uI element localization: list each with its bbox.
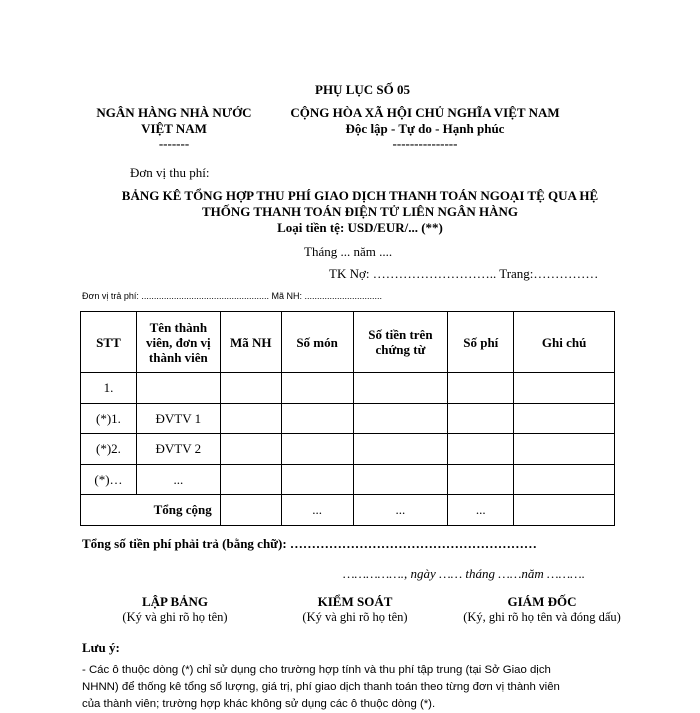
header-fee: Số phí xyxy=(448,312,514,373)
cell-stt: (*)… xyxy=(81,464,137,495)
motto-divider: --------------- xyxy=(392,136,458,151)
agency-name: NGÂN HÀNG NHÀ NƯỚC xyxy=(96,105,252,120)
title-line-1: BẢNG KÊ TỔNG HỢP THU PHÍ GIAO DỊCH THANH TOÁN NGOẠI TỆ QUA HỆ xyxy=(121,188,599,203)
account-page-line: TK Nợ: ……………………….. Trang:…………… xyxy=(329,266,599,281)
signature-block-director xyxy=(437,594,647,625)
cell-notes xyxy=(514,403,615,434)
cell-amount xyxy=(353,434,448,465)
collecting-unit-label: Đơn vị thu phí: xyxy=(130,165,210,180)
cell-amount xyxy=(353,373,448,404)
cell-notes xyxy=(514,373,615,404)
cell-amount xyxy=(353,464,448,495)
signature-title: LẬP BẢNG xyxy=(141,594,209,609)
table-total-row xyxy=(81,495,615,526)
table-row xyxy=(81,464,615,495)
paying-unit-line: Đơn vị trả phí: ................................................... Mã NH: ............................... xyxy=(82,291,382,301)
table-row xyxy=(81,373,615,404)
note-line: NHNN) để thống kê tổng số lượng, giá trị, phí giao dịch thanh toán theo từng đơn vị thành viên xyxy=(82,681,560,693)
cell-count xyxy=(281,434,353,465)
title-line-2: THỐNG THANH TOÁN ĐIỆN TỬ LIÊN NGÂN HÀNG xyxy=(201,204,519,219)
cell-stt: (*)2. xyxy=(81,434,137,465)
signature-title: KIỂM SOÁT xyxy=(317,594,393,609)
table-row xyxy=(81,403,615,434)
cell-bank-code xyxy=(220,434,281,465)
total-amount: ... xyxy=(353,495,448,526)
cell-fee xyxy=(448,434,514,465)
total-count: ... xyxy=(281,495,353,526)
cell-member: ĐVTV 2 xyxy=(136,434,220,465)
right-header xyxy=(275,105,575,151)
cell-bank-code xyxy=(220,464,281,495)
document-title xyxy=(0,188,700,236)
month-year: Tháng ... năm .... xyxy=(304,244,393,259)
total-label: Tổng cộng xyxy=(81,495,221,526)
signature-title: GIÁM ĐỐC xyxy=(507,594,577,609)
cell-count xyxy=(281,373,353,404)
signature-note: (Ký, ghi rõ họ tên và đóng dấu) xyxy=(463,610,621,624)
total-notes xyxy=(514,495,615,526)
cell-count xyxy=(281,464,353,495)
cell-count xyxy=(281,403,353,434)
cell-stt: (*)1. xyxy=(81,403,137,434)
signature-note: (Ký và ghi rõ họ tên) xyxy=(122,610,228,624)
notes-label: Lưu ý: xyxy=(82,640,120,655)
agency-name-line2: VIỆT NAM xyxy=(141,121,207,136)
header-notes: Ghi chú xyxy=(514,312,615,373)
national-motto: Độc lập - Tự do - Hạnh phúc xyxy=(345,121,505,136)
header-amount: Số tiền trên chứng từ xyxy=(353,312,448,373)
notes-text xyxy=(82,662,560,713)
total-fee: ... xyxy=(448,495,514,526)
fee-table xyxy=(80,311,615,526)
left-header xyxy=(88,105,260,151)
cell-bank-code xyxy=(220,373,281,404)
header-bank-code: Mã NH xyxy=(220,312,281,373)
cell-member xyxy=(136,373,220,404)
cell-amount xyxy=(353,403,448,434)
cell-stt: 1. xyxy=(81,373,137,404)
cell-fee xyxy=(448,403,514,434)
total-bank-code xyxy=(220,495,281,526)
currency-type: Loại tiền tệ: USD/EUR/... (**) xyxy=(277,220,443,235)
cell-bank-code xyxy=(220,403,281,434)
date-line: ……………., ngày …… tháng ……năm ………. xyxy=(343,566,585,581)
note-line: của thành viên; trường hợp khác không sử dụng các ô thuộc dòng (*). xyxy=(82,698,436,710)
signature-block-controller xyxy=(270,594,440,625)
header-item-count: Số món xyxy=(281,312,353,373)
cell-fee xyxy=(448,373,514,404)
appendix-title: PHỤ LỤC SỐ 05 xyxy=(315,82,410,97)
cell-notes xyxy=(514,434,615,465)
agency-divider: ------- xyxy=(158,136,190,151)
cell-fee xyxy=(448,464,514,495)
signature-note: (Ký và ghi rõ họ tên) xyxy=(302,610,408,624)
table-row xyxy=(81,434,615,465)
header-member-name: Tên thành viên, đơn vị thành viên xyxy=(136,312,220,373)
header-stt: STT xyxy=(81,312,137,373)
cell-member: ... xyxy=(136,464,220,495)
signature-block-preparer xyxy=(95,594,255,625)
note-line: - Các ô thuộc dòng (*) chỉ sử dụng cho trường hợp tính và thu phí tập trung (tại Sở Giao dịch xyxy=(82,664,551,676)
total-in-words: Tổng số tiền phí phải trả (bằng chữ): ………………………………………………… xyxy=(82,536,537,551)
table-header-row xyxy=(81,312,615,373)
cell-member: ĐVTV 1 xyxy=(136,403,220,434)
cell-notes xyxy=(514,464,615,495)
national-title: CỘNG HÒA XÃ HỘI CHỦ NGHĨA VIỆT NAM xyxy=(290,105,560,120)
